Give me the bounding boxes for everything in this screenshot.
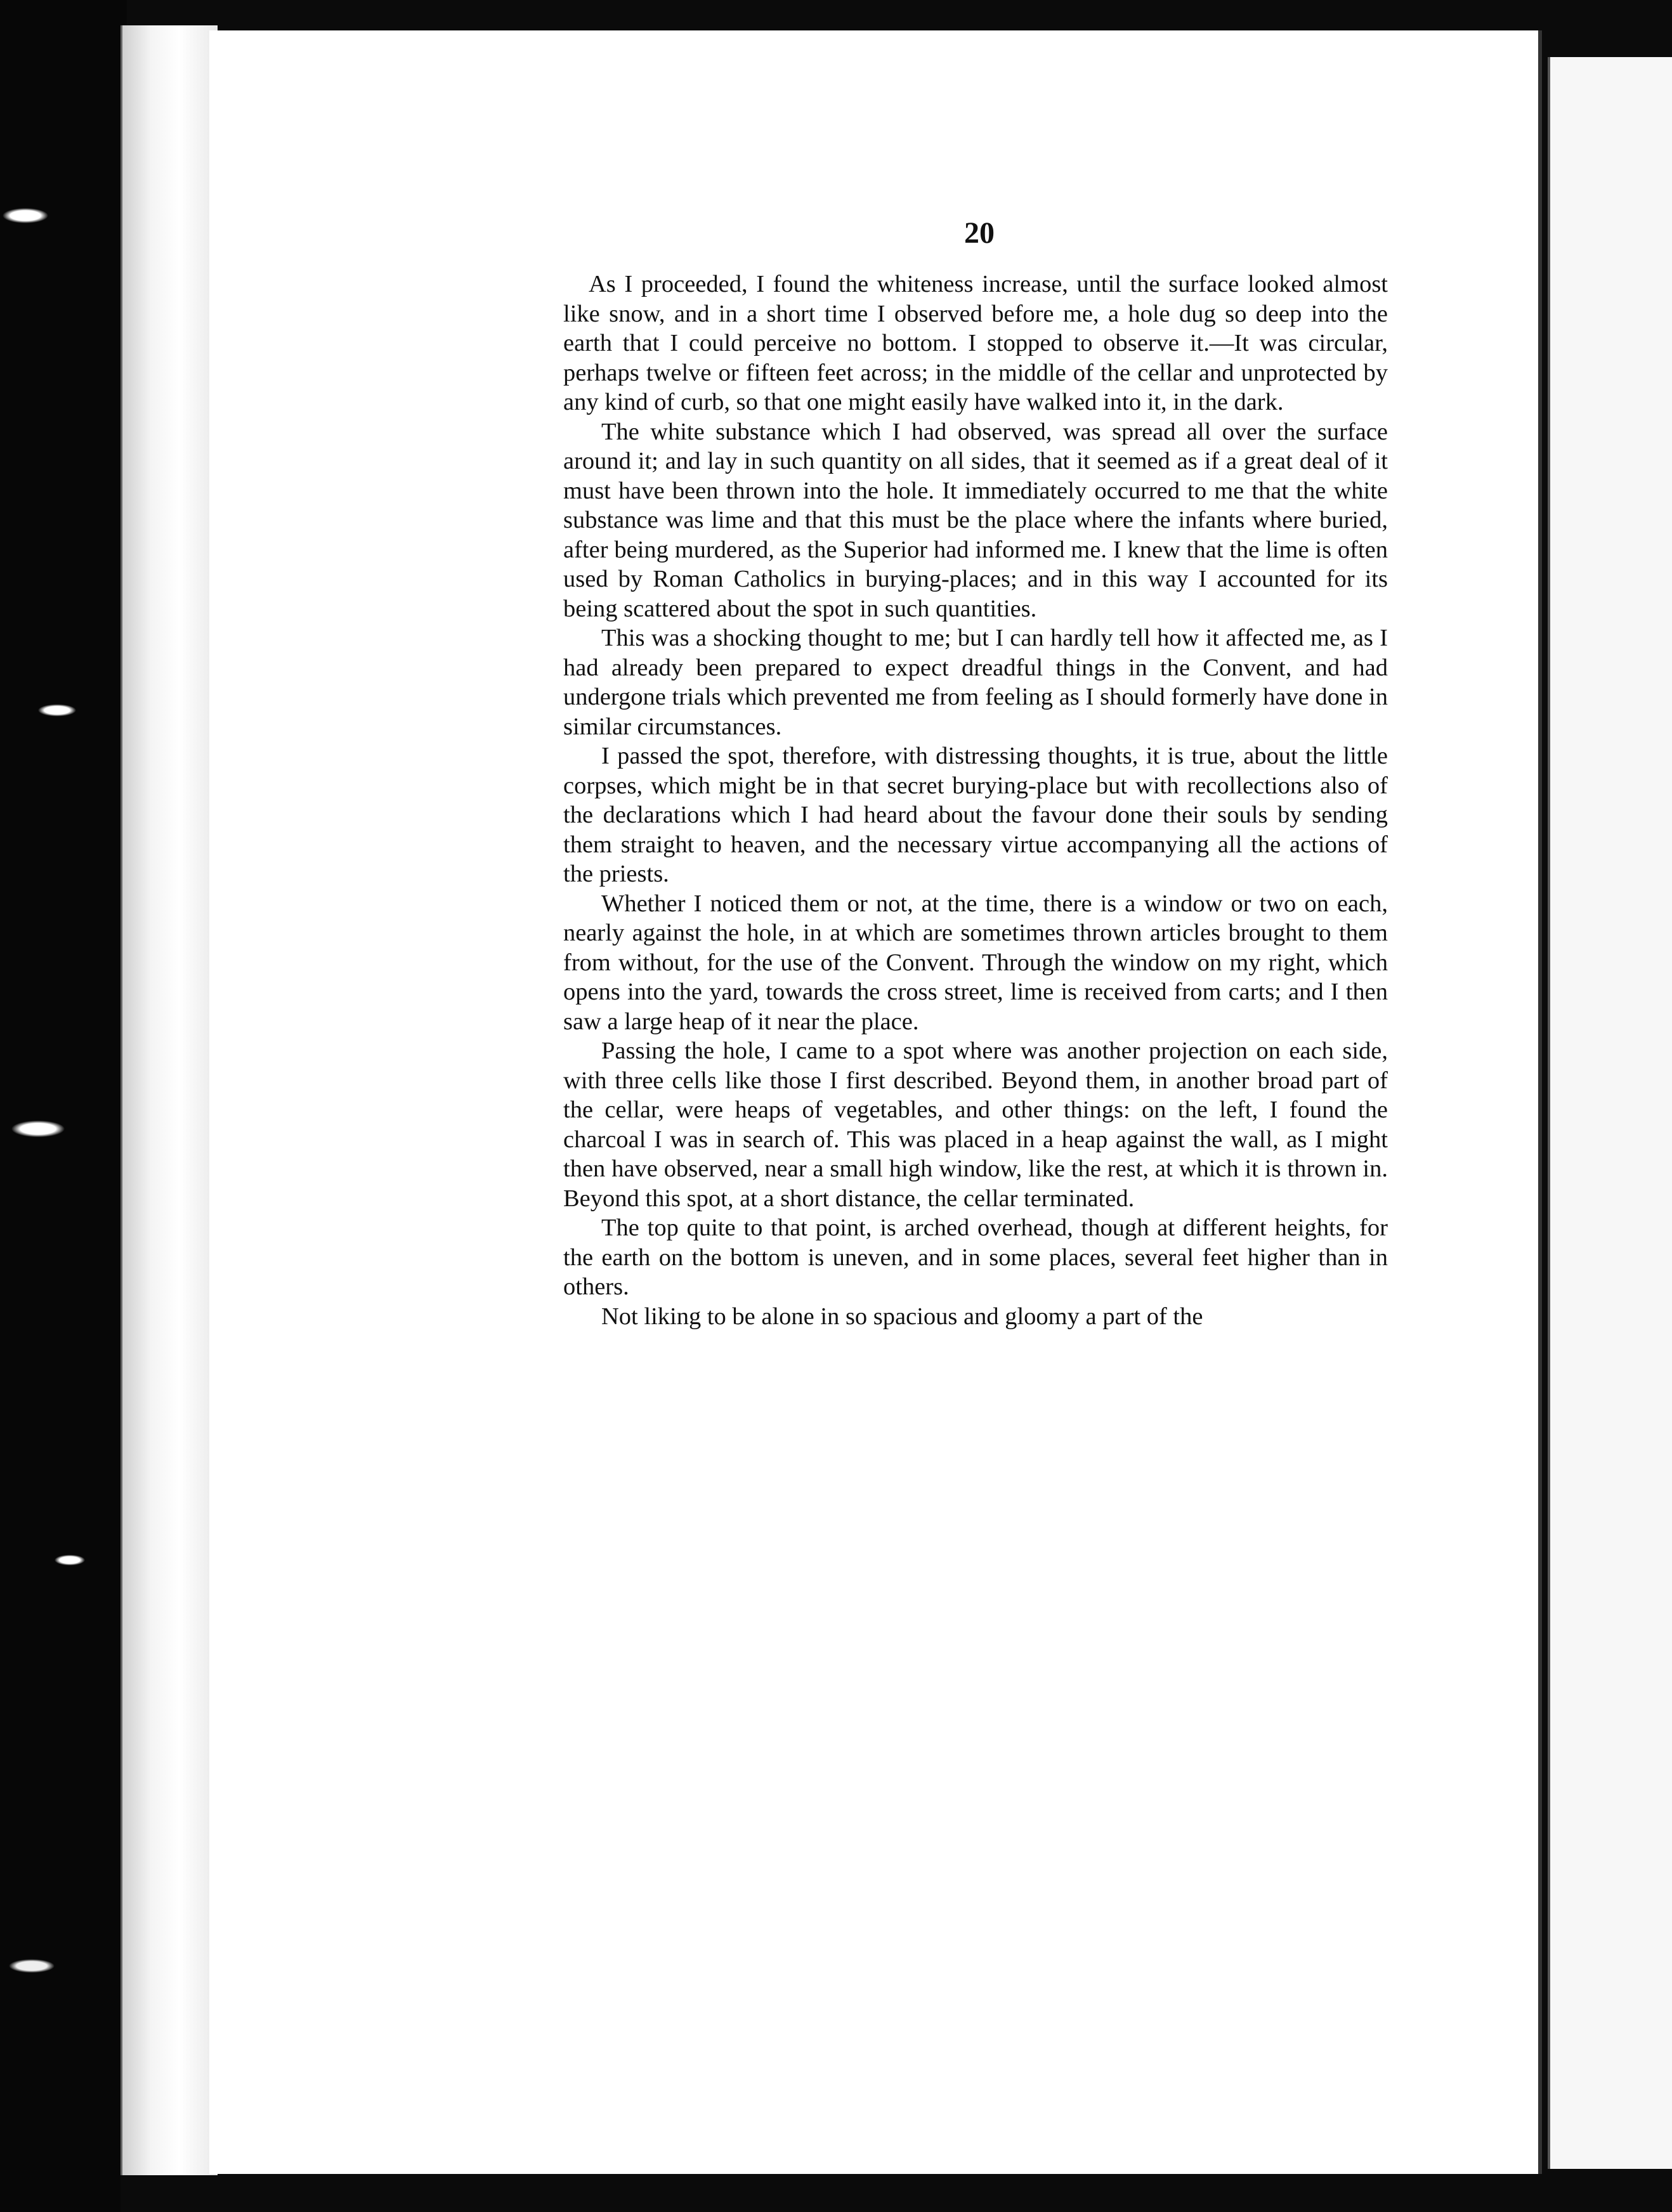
page-number: 20	[964, 216, 995, 250]
paragraph: Not liking to be alone in so spacious and gloomy a part of the	[601, 1303, 1203, 1330]
scan-border-bottom	[121, 2175, 1672, 2212]
paragraph: The white substance which I had observed, was spread all over the surface around it; and lay in such quantity on all sides, that it seemed as if a great deal of it must have been thrown into the hole. It immediately occurred to me that the white substance was lime and that this must be the place where the infants where buried, after being murdered, as the Superior had informed me. I knew that the lime is often used by Roman Catholics in burying-places; and in this way I accounted for its being scattered about the spot in such quantities.	[563, 418, 1388, 622]
marbled-board-left	[0, 0, 127, 2212]
paragraph: The top quite to that point, is arched overhead, though at different heights, for the earth on the bottom is uneven, and in some places, several feet higher than in others.	[563, 1214, 1388, 1300]
body-text	[563, 270, 1388, 1331]
paragraph: This was a shocking thought to me; but I can hardly tell how it affected me, as I had already been prepared to expect dreadful things in the Convent, and had undergone trials which prevented me from feeling as I should formerly have done in similar circumstances.	[563, 625, 1388, 740]
book-gutter	[121, 25, 218, 2175]
paragraph: I passed the spot, therefore, with distressing thoughts, it is true, about the little corpses, which might be in that secret burying-place but with recollections also of the declarations which I had heard about the favour done their souls by sending them straight to heaven, and the necessary virtue accompanying all the actions of the priests.	[563, 743, 1388, 887]
paragraph: Whether I noticed them or not, at the time, there is a window or two on each, nearly against the hole, in at which are sometimes thrown articles brought to them from without, for the use of the Convent. Through the window on my right, which opens into the yard, towards the cross street, lime is received from carts; and I then saw a large heap of it near the place.	[563, 890, 1388, 1035]
facing-page-edge	[1548, 57, 1672, 2169]
paragraph: As I proceeded, I found the whiteness increase, until the surface looked almost like snow, and in a short time I observed before me, a hole dug so deep into the earth that I could perceive no bottom. I stopped to observe it.—It was circular, perhaps twelve or fifteen feet across; in the middle of the cellar and unprotected by any kind of curb, so that one might easily have walked into it, in the dark.	[563, 271, 1388, 415]
paragraph: Passing the hole, I came to a spot where was another projection on each side, with three cells like those I first described. Beyond them, in another broad part of the cellar, were heaps of vegetables, and other things: on the left, I found the charcoal I was in search of. This was placed in a heap against the wall, as I might then have observed, near a small high window, like the rest, at which it is thrown in. Beyond this spot, at a short distance, the cellar terminated.	[563, 1038, 1388, 1212]
